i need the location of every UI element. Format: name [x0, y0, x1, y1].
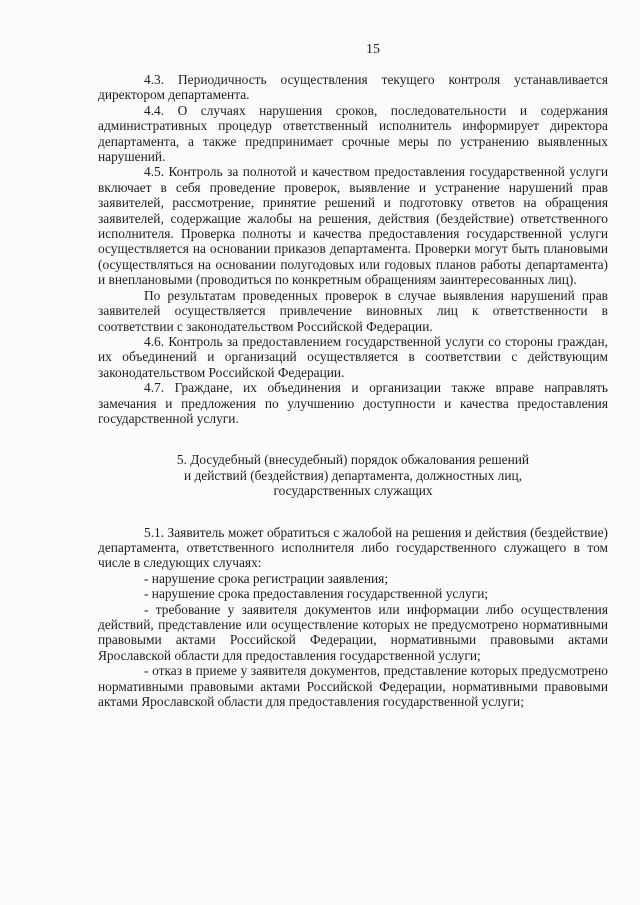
paragraph-4-6: 4.6. Контроль за предоставлением государственной услуги со стороны граждан, их объединений и организаций осуществляется в соответствии с действующим законодательством Российской Федерации.: [98, 333, 608, 380]
heading-line: и действий (бездействия) департамента, должностных лиц,: [183, 467, 523, 483]
list-item: - отказ в приеме у заявителя документов, представление которых предусмотрено нормативными правовыми актами Российской Федерации, нормативными правовыми актами Ярославской области для предоставления государственной услуги;: [98, 663, 608, 710]
heading-line: 5. Досудебный (внесудебный) порядок обжалования решений: [176, 452, 530, 468]
list-item: - требование у заявителя документов или информации либо осуществления действий, представление или осуществление которых не предусмотрено нормативными правовыми актами Российской Федерации, нормативными правовыми актами Ярославской области для предоставления государственной услуги;: [98, 601, 608, 663]
paragraph-5-1: 5.1. Заявитель может обратиться с жалобой на решения и действия (бездействие) департамента, ответственного исполнителя либо государственного служащего в том числе в следующих случаях:: [98, 524, 608, 571]
paragraph-4-5: 4.5. Контроль за полнотой и качеством предоставления государственной услуги включает в себя проведение проверок, выявление и устранение нарушений прав заявителей, рассмотрение, принятие решений и подготовку ответов на обращения заявителей, содержащие жалобы на решения, действия (бездействие) ответственного исполнителя. Проверка полноты и качества предоставления государственной услуги осуществляется на основании приказов департамента. Проверки могут быть плановыми (осуществляться на основании полугодовых или годовых планов работы департамента) и внеплановыми (проводиться по конкретным обращениям заинтересованных лиц).: [98, 164, 608, 288]
section-4-body: [98, 72, 608, 426]
section-5-heading: [98, 452, 608, 498]
paragraph-4-3: 4.3. Периодичность осуществления текущего контроля устанавливается директором департамента.: [98, 72, 608, 103]
section-5-body: [98, 525, 608, 710]
list-item: - нарушение срока предоставления государственной услуги;: [144, 586, 489, 602]
paragraph-inspection-results: По результатам проведенных проверок в случае выявления нарушений прав заявителей осуществляется привлечение виновных лиц к ответственности в соответствии с законодательством Российской Федерации.: [98, 287, 608, 334]
page-number: 15: [366, 42, 380, 57]
list-item: - нарушение срока регистрации заявления;: [144, 570, 389, 586]
paragraph-4-4: 4.4. О случаях нарушения сроков, последовательности и содержания административных процедур ответственный исполнитель информирует директора департамента, а также предпринимает срочные меры по устранению выявленных нарушений.: [98, 102, 608, 165]
heading-line: государственных служащих: [273, 483, 433, 499]
paragraph-4-7: 4.7. Граждане, их объединения и организации также вправе направлять замечания и предложения по улучшению доступности и качества предоставления государственной услуги.: [98, 380, 608, 426]
